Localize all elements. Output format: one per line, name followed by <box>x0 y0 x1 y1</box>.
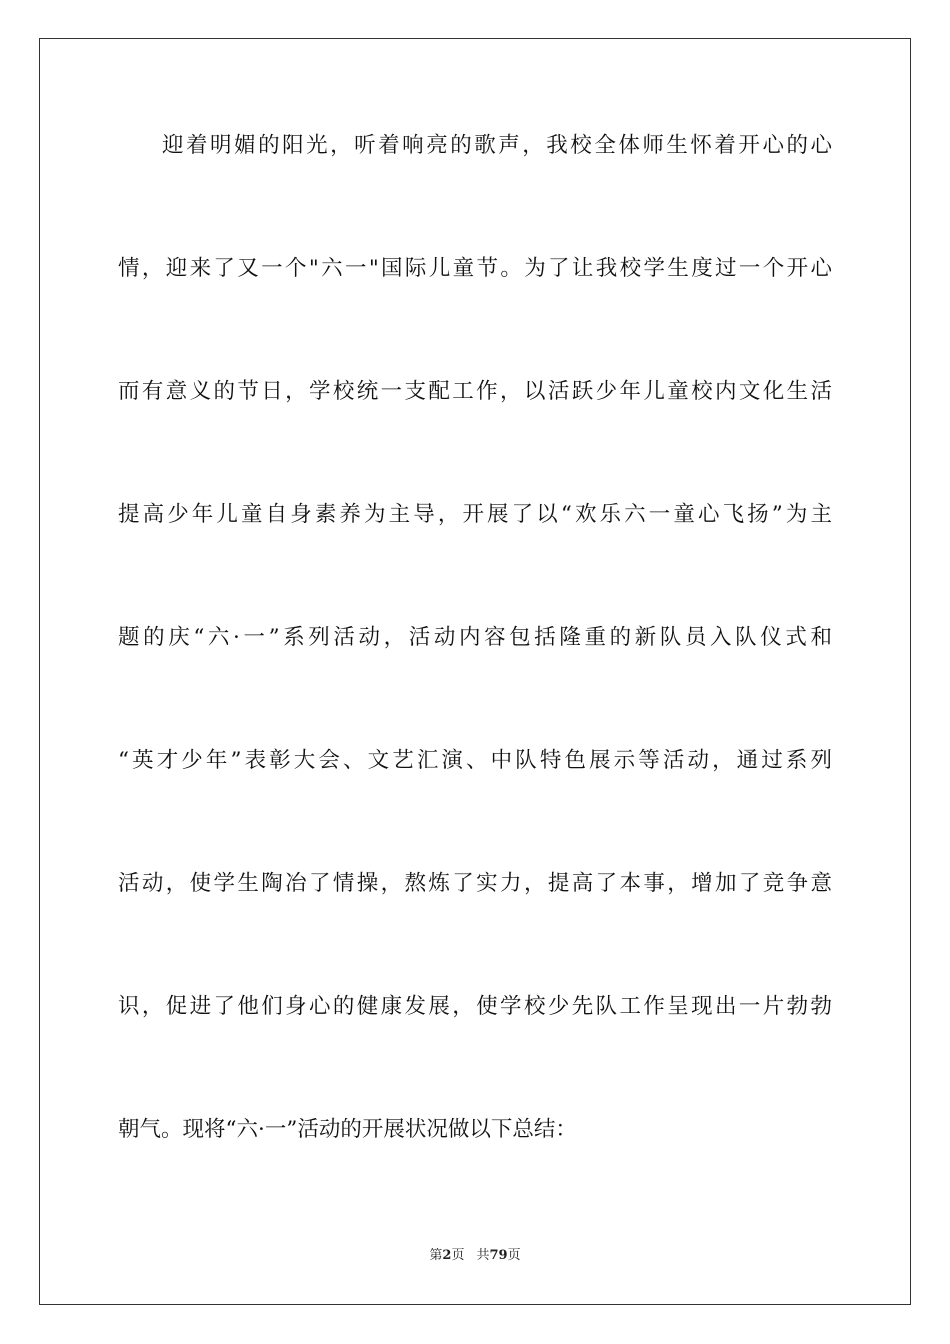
page-footer <box>0 1247 950 1265</box>
paragraph-line: 朝气。现将“六·一”活动的开展状况做以下总结： <box>118 1117 577 1142</box>
page-number: 2 <box>442 1248 452 1263</box>
paragraph-line: 提高少年儿童自身素养为主导，开展了以“欢乐六一童心飞扬”为主 <box>118 502 832 527</box>
page-suffix: 页 <box>451 1248 465 1263</box>
paragraph-line: 迎着明媚的阳光，听着响亮的歌声，我校全体师生怀着开心的心 <box>162 133 832 158</box>
document-body <box>118 125 832 1232</box>
paragraph-line: 而有意义的节日，学校统一支配工作，以活跃少年儿童校内文化生活 <box>118 379 832 404</box>
paragraph-line: “英才少年”表彰大会、文艺汇演、中队特色展示等活动，通过系列 <box>118 748 832 773</box>
total-prefix: 共 <box>476 1248 490 1263</box>
paragraph-line: 识，促进了他们身心的健康发展，使学校少先队工作呈现出一片勃勃 <box>118 994 832 1019</box>
page-prefix: 第 <box>429 1248 443 1263</box>
total-suffix: 页 <box>507 1248 521 1263</box>
paragraph-line: 题的庆“六·一”系列活动，活动内容包括隆重的新队员入队仪式和 <box>118 625 832 650</box>
total-pages: 79 <box>489 1248 508 1263</box>
paragraph-line: 活动，使学生陶冶了情操，熬炼了实力，提高了本事，增加了竞争意 <box>118 871 832 896</box>
paragraph-line: 情，迎来了又一个"六一"国际儿童节。为了让我校学生度过一个开心 <box>118 256 832 281</box>
